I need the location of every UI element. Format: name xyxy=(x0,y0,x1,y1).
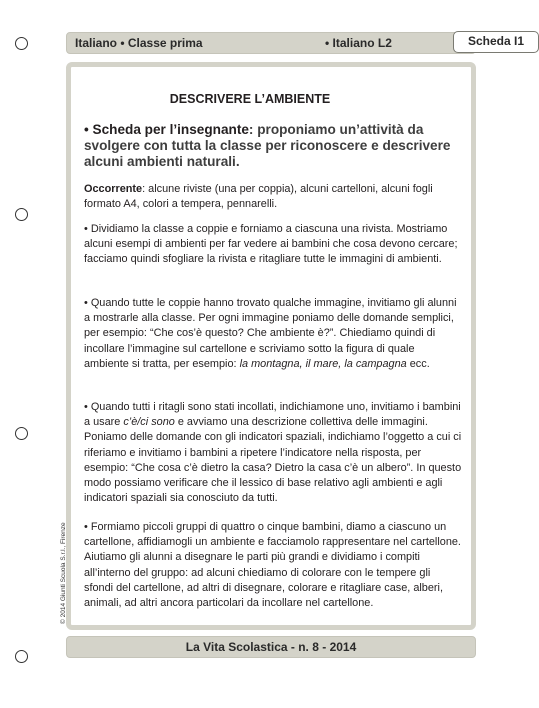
paragraph-2-text: • Quando tutte le coppie hanno trovato qualche immagine, invitiamo gli alunni a mostrarle alla classe. Per ogni immagine poniamo delle domande semplici, per esempio: “Che cos’è questo? Che ambiente è?”. Chiediamo quindi di incollare l’immagine sul cartellone e scriviamo sotto la figura di quale ambiente si tratta, per esempio: xyxy=(84,297,457,370)
lead-paragraph xyxy=(84,122,462,170)
occorrente-label: Occorrente xyxy=(84,183,143,195)
occorrente-text: : alcune riviste (una per coppia), alcuni cartelloni, alcuni fogli formato A4, colori a tempera, pennarelli. xyxy=(84,183,433,211)
paragraph-2-italic-2: il mare xyxy=(305,357,339,370)
header-subject: Italiano • Classe prima xyxy=(75,36,203,50)
header-course: • Italiano L2 xyxy=(325,36,392,50)
paragraph-2-italic-3: la campagna xyxy=(344,357,407,370)
header-bar xyxy=(66,32,525,54)
paragraph-4: • Formiamo piccoli gruppi di quattro o cinque bambini, diamo a ciascuno un cartellone, affidiamogli un ambiente e facciamolo rappresentare nel cartellone. Aiutiamo gli alunni a disegnare le parti più grandi e dividiamo i compiti all’interno del gruppo: ad alcuni chiediamo di colorare con le tempere gli sfondi del cartellone, ad altri di disegnare, colorare e ritagliare case, alberi, animali, ad altri ancora particolari da incollare nel cartellone. xyxy=(84,521,461,610)
paragraph-2-sep-1: , xyxy=(299,357,306,370)
paragraph-3-text: • Quando tutti i ritagli sono stati incollati, indichiamone uno, invitiamo i bambini a usare xyxy=(84,401,461,429)
page-title: DESCRIVERE L’AMBIENTE xyxy=(169,92,331,106)
binder-hole-1 xyxy=(15,37,28,50)
lead-bold: • Scheda per l’insegnante xyxy=(84,122,249,137)
paragraph-2-end: ecc. xyxy=(406,357,430,370)
binder-hole-3 xyxy=(15,427,28,440)
occorrente-paragraph xyxy=(84,182,462,212)
paragraph-3-italic: c’è/ci sono xyxy=(123,416,175,429)
footer-bar: La Vita Scolastica - n. 8 - 2014 xyxy=(66,636,476,658)
lead-text: : proponiamo un’attività da svolgere con tutta la classe per riconoscere e descrivere alcuni ambienti naturali. xyxy=(84,122,451,169)
scheda-label: Scheda I1 xyxy=(453,31,539,53)
paragraph-2-italic-1: la montagna xyxy=(239,357,300,370)
paragraph-1: • Dividiamo la classe a coppie e forniamo a ciascuna una rivista. Mostriamo alcuni esempi di ambienti per far vedere ai bambini che cosa devono cercare; facciamo quindi sfogliare la rivista e ritagliare tutte le immagini di ambienti. xyxy=(84,223,458,266)
paragraph-2 xyxy=(84,296,462,372)
paragraph-3 xyxy=(84,400,462,506)
paragraph-2-sep-2: , xyxy=(338,357,345,370)
paragraph-3-end: e avviamo una descrizione collettiva delle immagini. Poniamo delle domande con gli indicatori spaziali, indichiamo l’oggetto a cui ci riferiamo e invitiamo i bambini a ripetere l’indicatore nella risposta, per esempio: “Che cosa c’è dietro la casa? Dietro la casa c’è un albero”. In questo modo possiamo verificare che il lessico di base relativo agli ambienti e agli indicatori spaziali sia conosciuto da tutti. xyxy=(84,416,462,505)
binder-hole-2 xyxy=(15,208,28,221)
copyright-note: © 2014 Giunti Scuola S.r.l., Firenze xyxy=(60,522,67,624)
binder-hole-4 xyxy=(15,650,28,663)
